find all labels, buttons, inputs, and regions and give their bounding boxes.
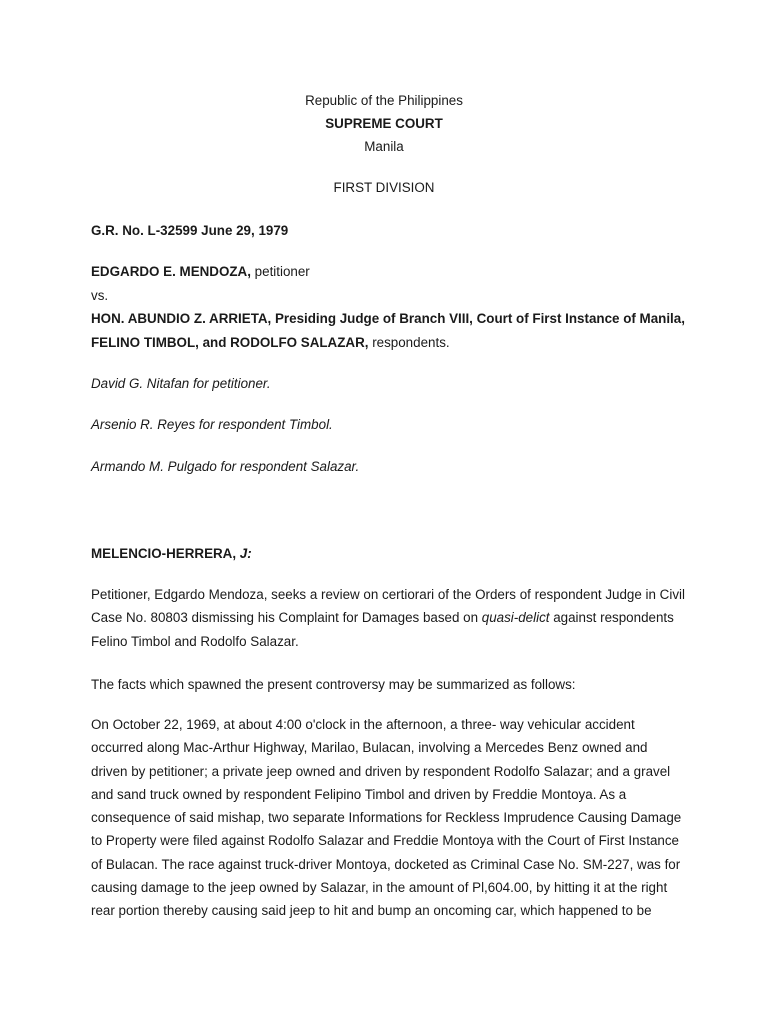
paragraph-line: The facts which spawned the present controversy may be summarized as follows: [91,677,576,692]
division-heading: FIRST DIVISION [333,180,435,195]
counsel-timbol: Arsenio R. Reyes for respondent Timbol. [91,417,333,432]
court-heading: SUPREME COURT [325,116,443,131]
respondents-line-1: HON. ABUNDIO Z. ARRIETA, Presiding Judge of Branch VIII, Court of First Instance of Manila, [91,311,685,326]
versus-text: vs. [91,288,109,303]
paragraph-line: causing damage to the jeep owned by Salazar, in the amount of Pl,604.00, by hitting it at the right [91,880,668,896]
ponente-name: MELENCIO-HERRERA, [91,546,240,561]
petitioner-name: EDGARDO E. MENDOZA, [91,264,251,279]
paragraph-line: driven by petitioner; a private jeep owned and driven by respondent Rodolfo Salazar; and a gravel [91,763,671,779]
ponente-title: J: [239,546,252,561]
respondents-role: respondents. [368,335,450,350]
italic-term: quasi-delict [481,610,550,626]
paragraph-line: consequence of said mishap, two separate Informations for Reckless Imprudence Causing Damage [91,810,682,826]
paragraph-line: and sand truck owned by respondent Felipino Timbol and driven by Freddie Montoya. As a [91,786,627,802]
paragraph-line: Petitioner, Edgardo Mendoza, seeks a review on certiorari of the Orders of respondent Judge in Civil [91,587,685,602]
case-number: G.R. No. L-32599 June 29, 1979 [91,223,289,238]
paragraph-line: rear portion thereby causing said jeep to hit and bump an oncoming car, which happened to be [91,903,652,919]
counsel-salazar: Armando M. Pulgado for respondent Salazar. [91,459,360,474]
petitioner-role: petitioner [250,264,310,279]
republic-heading: Republic of the Philippines [305,93,463,108]
text-run: Case No. 80803 dismissing his Complaint for Damages based on [91,610,482,626]
paragraph-line [91,606,681,629]
petitioner-line [91,264,691,279]
respondents-names: FELINO TIMBOL, and RODOLFO SALAZAR, [91,335,369,350]
paragraph-line: Felino Timbol and Rodolfo Salazar. [91,633,299,649]
ponente [91,546,691,561]
paragraph-3 [91,713,681,923]
respondents-line-2 [91,335,691,350]
paragraph-line: to Property were filed against Rodolfo Salazar and Freddie Montoya with the Court of First Instance [91,833,679,849]
text-run: against respondents [549,610,674,626]
paragraph-line: of Bulacan. The race against truck-driver Montoya, docketed as Criminal Case No. SM-227, was for [91,856,681,872]
paragraph-line: occurred along Mac-Arthur Highway, Marilao, Bulacan, involving a Mercedes Benz owned and [91,740,648,756]
paragraph-2 [91,673,681,696]
paragraph-line: On October 22, 1969, at about 4:00 o'clock in the afternoon, a three- way vehicular accident [91,717,635,732]
paragraph-1 [91,583,685,653]
counsel-petitioner: David G. Nitafan for petitioner. [91,376,271,391]
city-heading: Manila [364,139,404,154]
